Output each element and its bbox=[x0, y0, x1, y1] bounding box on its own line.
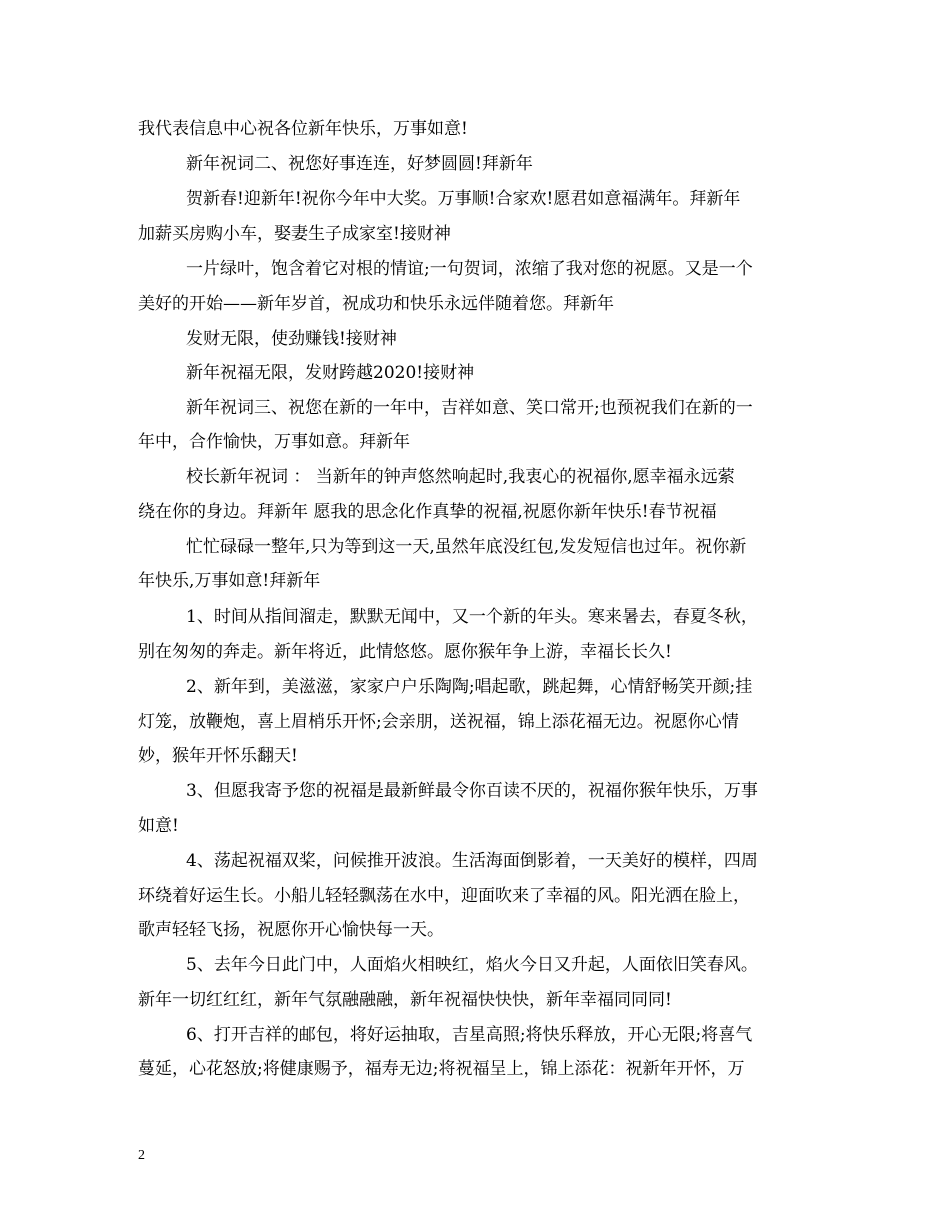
text-line: 1、时间从指间溜走，默默无闻中，又一个新的年头。寒来暑去，春夏冬秋， bbox=[186, 607, 758, 627]
text-line: 年中，合作愉快，万事如意。拜新年 bbox=[138, 432, 410, 452]
text-line: 我代表信息中心祝各位新年快乐，万事如意! bbox=[138, 119, 468, 139]
text-line: 新年祝词二、祝您好事连连，好梦圆圆!拜新年 bbox=[186, 154, 533, 174]
text-line: 加薪买房购小车，娶妻生子成家室!接财神 bbox=[138, 224, 451, 244]
text-line: 校长新年祝词 ： 当新年的钟声悠然响起时,我衷心的祝福你,愿幸福永远萦 bbox=[186, 467, 735, 487]
text-line: 贺新春!迎新年!祝你今年中大奖。万事顺!合家欢!愿君如意福满年。拜新年 bbox=[186, 189, 741, 209]
text-line: 新年一切红红红，新年气氛融融融，新年祝福快快快，新年幸福同同同! bbox=[138, 990, 672, 1010]
text-line: 歌声轻轻飞扬，祝愿你开心愉快每一天。 bbox=[138, 920, 444, 940]
text-line: 年快乐,万事如意!拜新年 bbox=[138, 571, 321, 591]
text-line: 环绕着好运生长。小船儿轻轻飘荡在水中，迎面吹来了幸福的风。阳光洒在脸上， bbox=[138, 886, 750, 906]
text-line: 4、荡起祝福双桨，问候推开波浪。生活海面倒影着，一天美好的模样，四周 bbox=[186, 851, 758, 871]
text-line: 别在匆匆的奔走。新年将近，此情悠悠。愿你猴年争上游，幸福长长久! bbox=[138, 642, 672, 662]
page-number: 2 bbox=[138, 1148, 145, 1163]
text-line: 发财无限，使劲赚钱!接财神 bbox=[186, 329, 397, 349]
text-line: 妙，猴年开怀乐翻天! bbox=[138, 746, 298, 766]
text-line: 蔓延，心花怒放;将健康赐予，福寿无边;将祝福呈上，锦上添花：祝新年开怀，万 bbox=[138, 1059, 745, 1079]
text-line: 忙忙碌碌一整年,只为等到这一天,虽然年底没红包,发发短信也过年。祝你新 bbox=[186, 537, 747, 557]
text-line: 6、打开吉祥的邮包，将好运抽取，吉星高照;将快乐释放，开心无限;将喜气 bbox=[186, 1025, 753, 1045]
text-line: 2、新年到，美滋滋，家家户户乐陶陶;唱起歌，跳起舞，心情舒畅笑开颜;挂 bbox=[186, 677, 753, 697]
text-line: 绕在你的身边。拜新年 愿我的思念化作真挚的祝福,祝愿你新年快乐!春节祝福 bbox=[138, 502, 717, 522]
text-line: 美好的开始——新年岁首，祝成功和快乐永远伴随着您。拜新年 bbox=[138, 294, 614, 314]
text-line: 新年祝福无限，发财跨越2020!接财神 bbox=[186, 363, 475, 383]
text-line: 5、去年今日此门中，人面焰火相映红，焰火今日又升起，人面依旧笑春风。 bbox=[186, 955, 758, 975]
text-line: 一片绿叶，饱含着它对根的情谊;一句贺词，浓缩了我对您的祝愿。又是一个 bbox=[186, 259, 753, 279]
text-line: 新年祝词三、祝您在新的一年中，吉祥如意、笑口常开;也预祝我们在新的一 bbox=[186, 398, 753, 418]
text-line: 3、但愿我寄予您的祝福是最新鲜最令你百读不厌的，祝福你猴年快乐，万事 bbox=[186, 781, 758, 801]
text-line: 灯笼，放鞭炮，喜上眉梢乐开怀;会亲朋，送祝福，锦上添花福无边。祝愿你心情 bbox=[138, 712, 739, 732]
text-line: 如意! bbox=[138, 816, 179, 836]
